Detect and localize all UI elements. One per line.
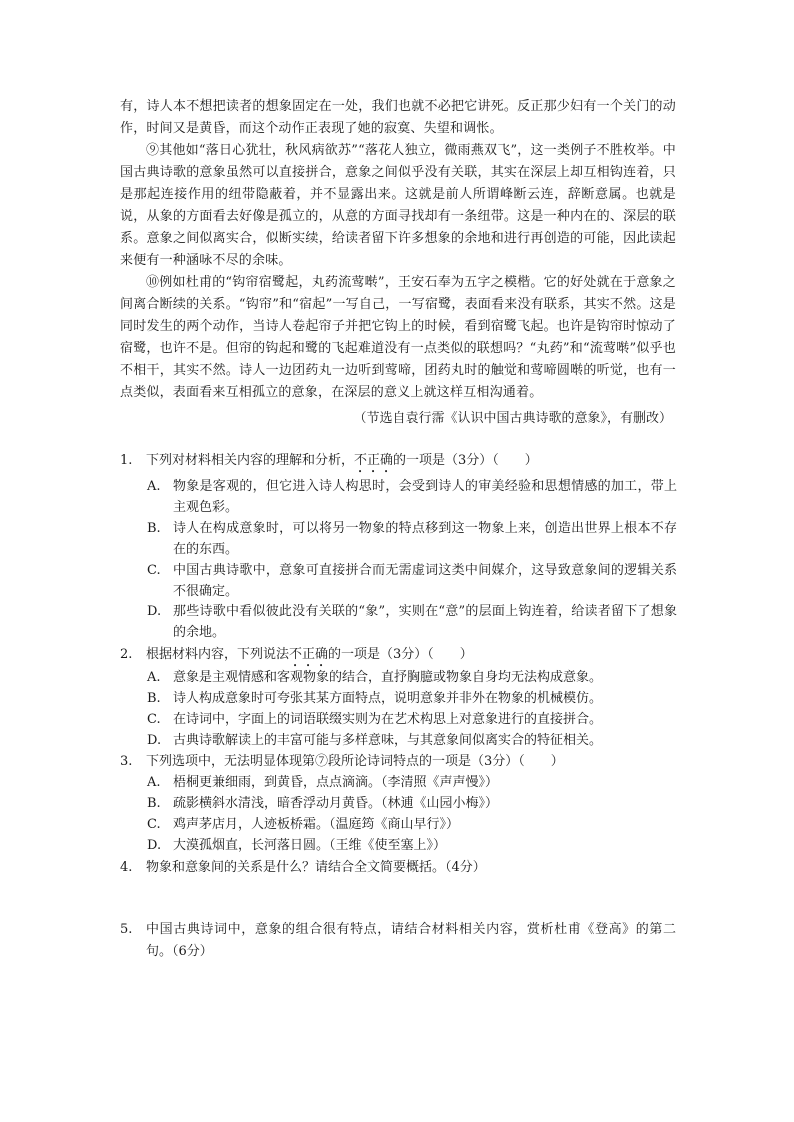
exam-page: 有，诗人本不想把读者的想象固定在一处，我们也就不必把它讲死。反正那少妇有一个关门的动作，时间又是黄昏，而这个动作正表现了她的寂寞、失望和调怅。 ⑨其他如“落日心犹壮，秋风病欲苏”“落花人独立，微雨燕双飞”，这一类例子不胜枚举。中国古典诗歌的意象虽然可以直接拼合，意象之间似乎没有关联，其实在深层上却互相钩连着，只是那起连接作用的纽带隐蔽着，并不显露出来。这就是前人所谓峰断云连，辞断意属。也就是说，从象的方面看去好像是孤立的，从意的方面寻找却有一条纽带。这是一种内在的、深层的联系。意象之间似离实合，似断实续，给读者留下许多想象的余地和进行再创造的可能，因此读起来便有一种涵咏不尽的余味。 ⑩例如杜甫的“钩帘宿鹭起，丸药流莺啭”，王安石奉为五字之模楷。它的好处就在于意象之间离合断续的关系。“钩帘”和“宿起”一写自己，一写宿鹭，表面看来没有联系，其实不然。这是同时发生的两个动作，当诗人卷起帘子并把它钩上的时候，看到宿鹭飞起。也许是钩帘时惊动了宿鹭，也许不是。但帘的钩起和鹭的飞起难道没有一点类似的联想吗？“丸药”和“流莺啭”似乎也不相干，其实不然。诗人一边团药丸一边听到莺啼，团药丸时的触觉和莺啼圆啭的听觉，也有一点类似，表面看来互相孤立的意象，在深层的意义上就这样互相沟通着。 （节选自袁行霈《认识中国古典诗歌的意象》，有删改） 1. 下列对材料相关内容的理解和分析，不正确的一项是（3分）（ ） A. 物象是客观的，但它进入诗人构思时，会受到诗人的审美经验和思想情感的加工，带上主观色彩。 B. 诗人在构成意象时，可以将另一物象的特点移到这一物象上来，创造出世界上根本不存在的东西。 C. 中国古典诗歌中，意象可直接拼合而无需虚词这类中间媒介，这导致意象间的逻辑关系不很确定。 D. 那些诗歌中看似彼此没有关联的“象”，实则在“意”的层面上钩连着，给读者留下了想象的余地。 2. 根据材料内容，下列说法不正确的一项是（3分）（ ） A. 意象是主观情感和客观物象的结合，直抒胸臆或物象自身均无法构成意象。 B. 诗人构成意象时可夸张其某方面特点，说明意象并非外在物象的机械模仿。 C. 在诗词中，字面上的词语联缀实则为在艺术构思上对意象进行的直接拼合。 D. 古典诗歌解读上的丰富可能与多样意味，与其意象间似离实合的特征相关。 3. 下列选项中，无法明显体现第⑦段所论诗词特点的一项是（3分）（ ） A. 梧桐更兼细雨，到黄昏，点点滴滴。（李清照《声声慢》） B. 疏影横斜水清浅，暗香浮动月黄昏。（林逋《山园小梅》） C. 鸡声茅店月，人迹板桥霜。（温庭筠《商山早行》） D. 大漠孤烟直，长河落日圆。（王维《使至塞上》） 4. 物象和意象间的关系是什么？请结合全文简要概括。（4分） 5. 中国古典诗词中，意象的组合很有特点，请结合材料相关内容，赏析杜甫《登高》的第二句。（6分）	[0, 0, 794, 1122]
question-stem: 下列对材料相关内容的理解和分析，不正确的一项是（3分）（ ）	[146, 453, 538, 468]
question-number: 1.	[120, 453, 133, 468]
question-number: 5.	[120, 922, 133, 937]
question-number: 4.	[120, 860, 133, 875]
passage-paragraph-continued: 有，诗人本不想把读者的想象固定在一处，我们也就不必把它讲死。反正那少妇有一个关门的动作，时间又是黄昏，而这个动作正表现了她的寂寞、失望和调怅。	[120, 99, 676, 136]
question-stem: 根据材料内容，下列说法不正确的一项是（3分）（ ）	[146, 647, 473, 662]
source-note: （节选自袁行霈《认识中国古典诗歌的意象》，有删改）	[353, 411, 672, 426]
passage-paragraph-9: ⑨其他如“落日心犹壮，秋风病欲苏”“落花人独立，微雨燕双飞”，这一类例子不胜枚举。中国古典诗歌的意象虽然可以直接拼合，意象之间似乎没有关联，其实在深层上却互相钩连着，只是那起连接作用的纽带隐蔽着，并不显露出来。这就是前人所谓峰断云连，辞断意属。也就是说，从象的方面看去好像是孤立的，从意的方面寻找却有一条纽带。这是一种内在的、深层的联系。意象之间似离实合，似断实续，给读者留下许多想象的余地和进行再创造的可能，因此读起来便有一种涵咏不尽的余味。	[120, 143, 676, 268]
question-number: 2.	[120, 647, 133, 662]
emphasis-text: 不正确	[354, 453, 394, 468]
passage-paragraph-10: ⑩例如杜甫的“钩帘宿鹭起，丸药流莺啭”，王安石奉为五字之模楷。它的好处就在于意象之间离合断续的关系。“钩帘”和“宿起”一写自己，一写宿鹭，表面看来没有联系，其实不然。这是同时发生的两个动作，当诗人卷起帘子并把它钩上的时候，看到宿鹭飞起。也许是钩帘时惊动了宿鹭，也许不是。但帘的钩起和鹭的飞起难道没有一点类似的联想吗？“丸药”和“流莺啭”似乎也不相干，其实不然。诗人一边团药丸一边听到莺啼，团药丸时的触觉和莺啼圆啭的听觉，也有一点类似，表面看来互相孤立的意象，在深层的意义上就这样互相沟通着。	[120, 275, 676, 400]
question-number: 3.	[120, 754, 133, 769]
question-stem: 下列选项中，无法明显体现第⑦段所论诗词特点的一项是（3分）（ ）	[146, 754, 564, 769]
question-stem: 中国古典诗词中，意象的组合很有特点，请结合材料相关内容，赏析杜甫《登高》的第二句。（6分）	[146, 922, 676, 959]
emphasis-text: 不正确	[289, 647, 329, 662]
question-stem: 物象和意象间的关系是什么？请结合全文简要概括。（4分）	[146, 860, 486, 875]
